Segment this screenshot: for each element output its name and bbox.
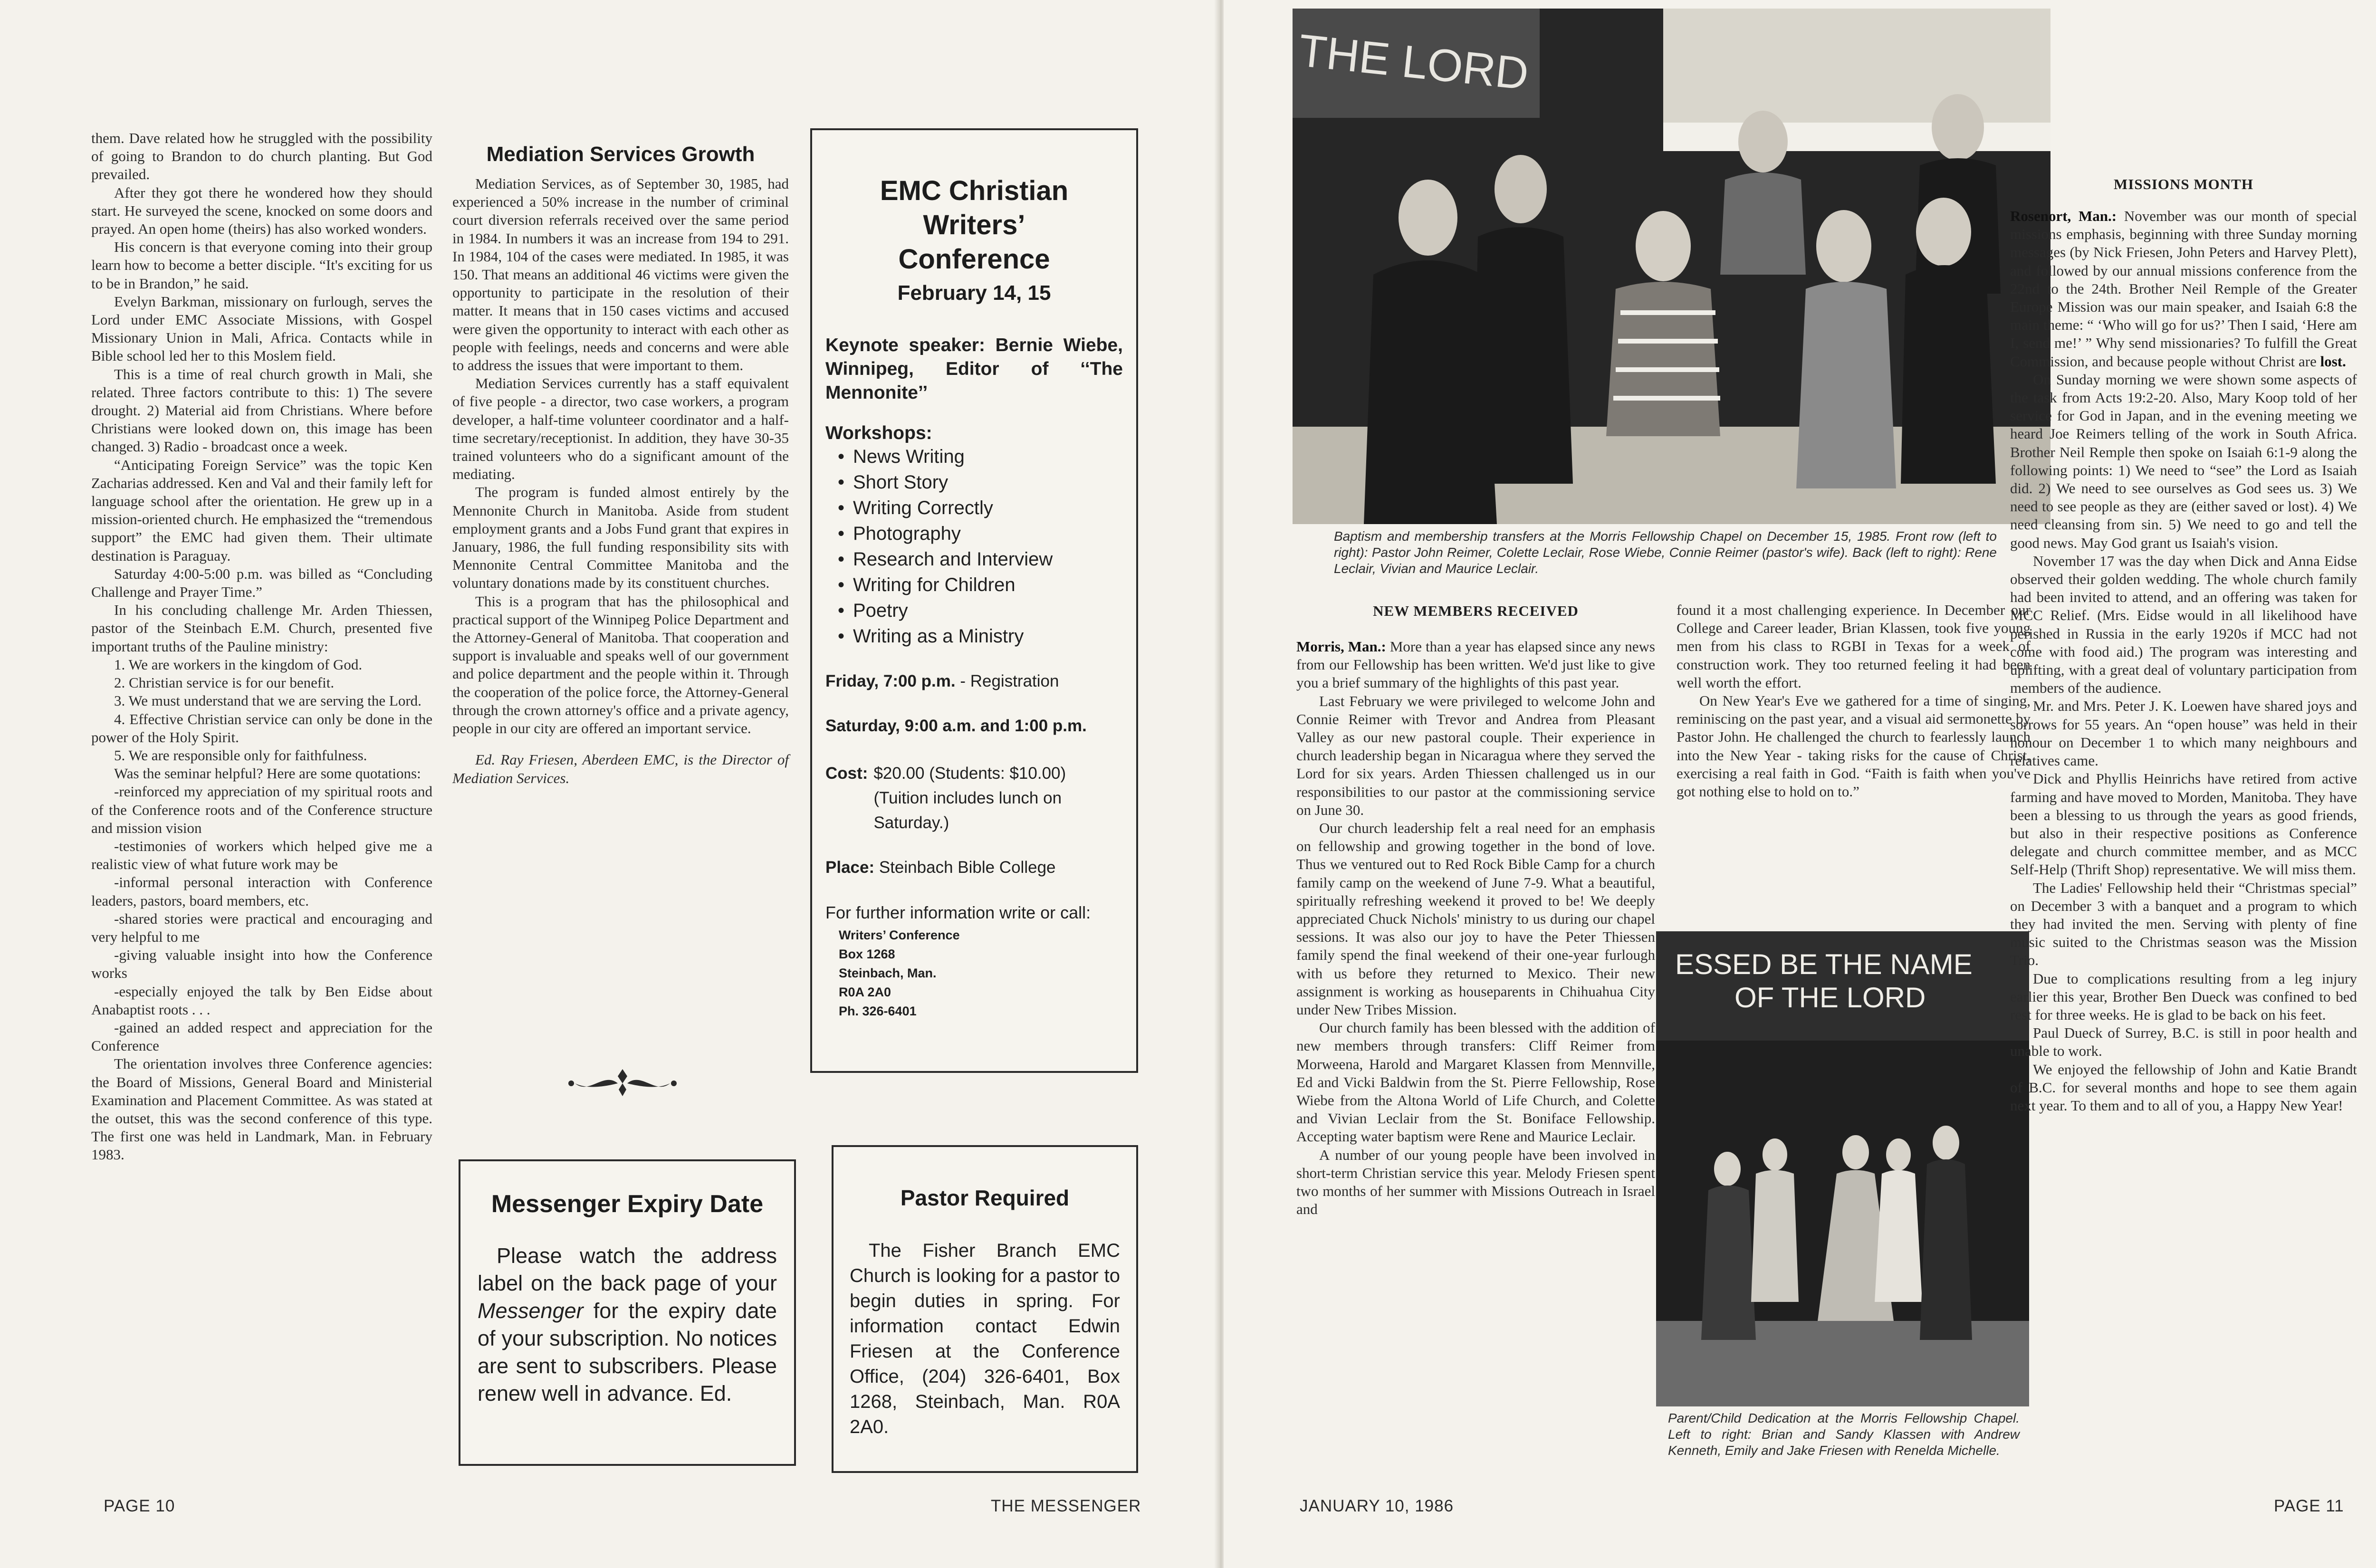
missions-month-body: Rosenort, Man.: November was our month of special missions emphasis, beginning with three Sunday morning messages (by Nick Friesen, John Peters and Harvey Plett), and followed by our annual missions conference from the 22nd to the 24th. Brother Neil Remple of the Greater Europe Mission was our main speaker, and Isaiah 6:8 the main theme: “ ‘Who will go for us?’ Then I said, ‘Here am I, send me!’ ” Why send missionaries? To fulfill the Great Commission, and because people without Christ are lost. On Sunday morning we were shown some aspects of the task from Acts 19:2-20. Also, Mary Koop told of her service for God in Japan, and in the evening meeting we heard Joe Reimers telling of the work in South Africa. Brother Neil Remple then spoke on Isaiah 6:1-9 along the following points: 1) We need to “see” the Lord as Isaiah did. 2) We need to see ourselves as God sees us. 3) We need to see people as they are (either saved or lost). 4) We need cleansing from sin. 5) We need to go and tell the good news. May God grant us Isaiah's vision. November 17 was the day when Dick and Anna Eidse observed their golden wedding. The whole church family had been invited to attend, and an offering was taken for MCC Relief. (Mrs. Eidse would in all likelihood have perished in Russia in the early 1920s if MCC had not come with food aid.) The program was interesting and uplifting, with a great deal of voluntary participation from members of the audience. Mr. and Mrs. Peter J. K. Loewen have shared joys and sorrows for 55 years. An “open house” was held in their honour on December 1 to which many neighbours and relatives came. Dick and Phyllis Heinrichs have retired from active farming and have moved to Morden, Manitoba. They have been a blessing to us through the years as good friends, but also in their respective positions as Conference delegate and church committee member, and as MCC Self-Help (Thrift Shop) representative. We will miss them. The Ladies' Fellowship held their “Christmas special” on December 3 with a banquet and a program to which they had invited the men. Serving with plenty of fine music suited to the Christmas season was the Mission Trio. Due to complications resulting from a leg injury earlier this year, Brother Ben Dueck was confined to bed rest for three weeks. He is glad to be back on his feet. Paul Dueck of Surrey, B.C. is still in poor health and unable to work. We enjoyed the fellowship of John and Katie Brandt of B.C. for several months and hope to see them again next year. To them and to all of you, a Happy New Year! [2010,207,2357,1115]
workshops-list [835,444,1123,649]
place: Place: Steinbach Bible College [825,858,1056,877]
paragraph: -gained an added respect and appreciation for the Conference [91,1019,432,1054]
article-column-orientation [91,129,432,1164]
photo2-sign-line1: ESSED BE THE NAME [1675,948,1973,980]
mediation-article [452,143,789,787]
paragraph: The orientation involves three Conference agencies: the Board of Missions, General Board and Ministerial Examination and Placement Committee. As was stated at the outset, this was the second conference of this type. The first one was held in Landmark, Man. in February 1983. [91,1055,432,1163]
workshops-label: Workshops: [825,423,932,443]
paragraph: We enjoyed the fellowship of John and Katie Brandt of B.C. for several months and hope to see them again next year. To them and to all of you, a Happy New Year! [2010,1061,2357,1114]
photo2-sign-line2: OF THE LORD [1734,982,1926,1013]
workshop-item: • Writing for Children [835,572,1123,598]
mediation-byline: Ed. Ray Friesen, Aberdeen EMC, is the Director of Mediation Services. [452,751,789,786]
workshop-item: • Short Story [835,469,1123,495]
paragraph: November 17 was the day when Dick and Anna Eidse observed their golden wedding. The whole church family had been invited to attend, and an offering was taken for MCC Relief. (Mrs. Eidse would in all likelihood have perished in Russia in the early 1920s if MCC had not come with food aid.) The program was interesting and uplifting, with a great deal of voluntary participation from members of the audience. [2010,552,2357,697]
paragraph: On New Year's Eve we gathered for a time of singing, reminiscing on the past year, and a visual aid sermonette by Pastor John. He challenged the church to fearlessly launch into the New Year - taking risks for the cause of Christ, exercising a real faith in God. “Faith is faith when you've got nothing else to hold on to.” [1677,692,2031,800]
expiry-text: Please watch the address label on the back page of your Messenger for the expiry date of your subscription. No notices are sent to subscribers. Please renew well in advance. Ed. [478,1243,777,1405]
paragraph: Our church leadership felt a real need for an emphasis on fellowship and growing together in the bond of love. Thus we ventured out to Red Rock Bible Camp for a church family camp on the weekend of June 7-9. What a beautiful, spiritually refreshing weekend it proved to be! We deeply appreciated Chuck Nichols' ministry to us during our chapel sessions. It was also our joy to have the Peter Thiessen family spend the final weekend of their one-year furlough with us before they returned to Mexico. Their new assignment is working as houseparents in Chihuahua City under New Tribes Mission. [1296,820,1655,1018]
workshop-item: • Poetry [835,598,1123,623]
page-number-left: PAGE 10 [104,1497,175,1515]
friday-schedule: Friday, 7:00 p.m. - Registration [825,672,1059,690]
photo1-sign: THE LORD [1296,25,1531,100]
baptism-photo-image [1293,9,2050,524]
mediation-headline: Mediation Services Growth [486,143,755,166]
baptism-photo-caption: Baptism and membership transfers at the Morris Fellowship Chapel on December 15, 1985. Front row (left to right): Pastor John Reimer, Colette Leclair, Rose Wiebe, Connie Reimer (pastor's wife). Back (left to right): Rene Leclair, Vivian and Maurice Leclair. [1334,529,1997,576]
paragraph: -reinforced my appreciation of my spiritual roots and of the Conference roots and of the Conference structure and mission vision [91,783,432,836]
paragraph: -giving valuable insight into how the Conference works [91,947,432,982]
paragraph: -shared stories were practical and encouraging and very helpful to me [91,910,432,945]
address-line: Ph. 326-6401 [839,1004,917,1018]
paragraph: 4. Effective Christian service can only be done in the power of the Holy Spirit. [91,710,432,746]
paragraph: Our church family has been blessed with the addition of new members through transfers: Cliff Reimer from Morweena, Harold and Margaret Klassen from Mennville, Ed and Vicki Baldwin from the St. Pierre Fellowship, Rose Wiebe from the Altona World of Life Church, and Colette and Vivian Leclair from the St. Boniface Fellowship. Accepting water baptism were Rene and Maurice Leclair. [1296,1019,1655,1145]
page-number-right: PAGE 11 [2274,1497,2344,1515]
publication-name: THE MESSENGER [991,1497,1141,1515]
paragraph: Dick and Phyllis Heinrichs have retired from active farming and have moved to Morden, Manitoba. They have been a blessing to us through the years as good friends, but also in their respective positions as Conference delegate and church committee member, and as MCC Self-Help (Thrift Shop) representative. We will miss them. [2010,770,2357,878]
paragraph: After they got there he wondered how they should start. He surveyed the scene, knocked on some doors and prayed. An open home (theirs) has also worked wonders. [91,184,432,238]
conference-address [839,926,1123,1021]
address-line: Steinbach, Man. [839,966,937,980]
address-line: R0A 2A0 [839,985,891,999]
paragraph: Mr. and Mrs. Peter J. K. Loewen have shared joys and sorrows for 55 years. An “open house” was held in their honour on December 1 to which many neighbours and relatives came. [2010,698,2357,769]
cost: Cost: $20.00 (Students: $10.00) (Tuition includes lunch on Saturday.) [825,764,1066,832]
workshop-item: • Writing as a Ministry [835,623,1123,649]
ornament-divider [565,1067,680,1100]
dedication-photo-caption: Parent/Child Dedication at the Morris Fellowship Chapel. Left to right: Brian and Sandy Klassen with Andrew Kenneth, Emily and Jake Friesen with Renelda Michelle. [1668,1411,2020,1458]
expiry-title: Messenger Expiry Date [491,1190,764,1218]
paragraph: Last February we were privileged to welcome John and Connie Reimer with Trevor and Andrea from Pleasant Valley as our new pastoral couple. Their experience in church leadership began in Nicaragua where they served the Lord for six years. Arden Thiessen challenged us in our responsibilities to our pastor at the commissioning service on June 30. [1296,692,1655,818]
paragraph: Was the seminar helpful? Here are some quotations: [114,765,421,782]
paragraph: 5. We are responsible only for faithfulness. [114,746,367,764]
paragraph: them. Dave related how he struggled with the possibility of going to Brandon to do church planting. But God prevailed. [91,130,432,183]
mediation-body [452,175,789,737]
new-members-headline: NEW MEMBERS RECEIVED [1373,602,1579,619]
keynote-speaker: Keynote speaker: Bernie Wiebe, Winnipeg, Editor of ‘‘The Mennonite’’ [825,335,1123,403]
paragraph: The Ladies' Fellowship held their “Christmas special” on December 3 with a banquet and a program to which they had invited the men. Serving with plenty of fine music suited to the Christmas season was the Mission Trio. [2010,879,2357,969]
paragraph: -testimonies of workers which helped give me a realistic view of what future work may be [91,837,432,873]
page-11 [1224,0,2376,1568]
further-info-label: For further information write or call: [825,903,1091,922]
paragraph: In his concluding challenge Mr. Arden Thiessen, pastor of the Steinbach E.M. Church, presented five important truths of the Pauline ministry: [91,602,432,655]
workshop-item: • Photography [835,521,1123,546]
paragraph: Paul Dueck of Surrey, B.C. is still in poor health and unable to work. [2010,1024,2357,1060]
writers-conference-title: EMC Christian Writers’ Conference [880,175,1069,275]
new-members-article [1296,602,1655,1219]
paragraph: “Anticipating Foreign Service” was the topic Ken Zacharias addressed. Ken and Val and their family left for language school after the orientation. He grew up in a mission-oriented church. He emphasized the “tremendous support” the EMC had given them. Their ultimate destination is Paraguay. [91,456,432,564]
paragraph: 1. We are workers in the kingdom of God. [114,656,363,673]
paragraph: Due to complications resulting from a leg injury earlier this year, Brother Ben Dueck was confined to bed rest for three weeks. He is glad to be back on his feet. [2010,970,2357,1023]
baptism-photo [1293,9,2050,524]
paragraph: Mediation Services, as of September 30, 1985, had experienced a 50% increase in the number of criminal court diversion referrals received over the same period in 1984. In numbers it was an increase from 194 to 291. In 1984, 104 of the cases were mediated. In 1985, it was 150. That means an additional 46 victims were given the opportunity to participate in the resolution of their matter. It means that in 150 cases victims and accused were given the opportunity to interact with each other as people with feelings, needs and concerns and were able to address the issues that were important to them. [452,175,789,374]
paragraph: The program is funded almost entirely by the Mennonite Church in Manitoba. Aside from student employment grants and a Jobs Fund grant that expires in January, 1986, the full funding responsibility sits with Mennonite Central Committee Manitoba and the voluntary donations made by its constituent churches. [452,484,789,592]
address-line: Box 1268 [839,947,895,961]
missions-month-article [2010,176,2357,1115]
paragraph: Mediation Services currently has a staff equivalent of five people - a director, two case workers, a program developer, a half-time volunteer coordinator and a half-time secretary/receptionist. In addition, they have 30-35 trained volunteers who do a significant amount of the mediating. [452,375,789,483]
writers-conference-date: February 14, 15 [897,281,1051,305]
paragraph: -especially enjoyed the talk by Ben Eidse about Anabaptist roots . . . [91,983,432,1018]
paragraph: found it a most challenging experience. In December our College and Career leader, Brian Klassen, took five young men from his class to RGBI in Texas for a week of construction work. They too returned feeling it had been well worth the effort. [1677,602,2031,691]
paragraph: 3. We must understand that we are serving the Lord. [114,692,422,709]
issue-date: JANUARY 10, 1986 [1300,1497,1454,1515]
paragraph: On Sunday morning we were shown some aspects of the task from Acts 19:2-20. Also, Mary Koop told of her service for God in Japan, and in the evening meeting we heard Joe Reimers telling of the work in South Africa. Brother Neil Remple then spoke on Isaiah 6:1-9 along the following points: 1) We need to “see” the Lord as Isaiah did. 2) We need to see ourselves as God sees us. 3) We need to see people as they are (either saved or lost). 4) We need cleansing from sin. 5) We need to go and tell the good news. May God grant us Isaiah's vision. [2010,371,2357,551]
new-members-continued [1677,601,2031,801]
workshop-item: • Writing Correctly [835,495,1123,521]
dedication-photo-image [1656,931,2029,1406]
missions-month-headline: MISSIONS MONTH [2114,176,2253,192]
writers-conference-box [810,128,1138,1073]
paragraph: His concern is that everyone coming into their group learn how to become a better disciple. “It's exciting for us to be in Brandon,” he said. [91,239,432,292]
paragraph: This is a program that has the philosophical and practical support of the Winnipeg Police Department and the Attorney-General of Manitoba. That cooperation and support is invaluable and speaks well of our government and police department and the people within it. Through the cooperation of the police force, the Attorney-General through the crown attorney's office and a private agency, people in our city are offered an important service. [452,593,789,737]
new-members-body: Morris, Man.: More than a year has elapsed since any news from our Fellowship has been written. We'd just like to give you a brief summary of the highlights of this past year. Last February we were privileged to welcome John and Connie Reimer with Trevor and Andrea from Pleasant Valley as our new pastoral couple. Their experience in church leadership began in Nicaragua where they served the Lord for six years. Arden Thiessen challenged us in our responsibilities to our pastor at the commissioning service on June 30. Our church leadership felt a real need for an emphasis on fellowship and growing together in the bond of love. Thus we ventured out to Red Rock Bible Camp for a church family camp on the weekend of June 7-9. What a beautiful, spiritually refreshing weekend it proved to be! We deeply appreciated Chuck Nichols' ministry to us during our chapel sessions. It was also our joy to have the Peter Thiessen family spend the final weekend of their one-year furlough with us before they returned to Mexico. Their new assignment is working as houseparents in Chihuahua City under New Tribes Mission. Our church family has been blessed with the addition of new members through transfers: Cliff Reimer from Morweena, Harold and Margaret Klassen from Mennville, Ed and Vicki Baldwin from the St. Pierre Fellowship, Rose Wiebe from the Altona World of Life Church, and Colette and Vivian Leclair from the St. Boniface Fellowship. Accepting water baptism were Rene and Maurice Leclair. A number of our young people have been involved in short-term Christian service this year. Melody Friesen spent two months of her summer with Missions Outreach in Israel and [1296,638,1655,1219]
paragraph: This is a time of real church growth in Mali, she related. Three factors contribute to this: 1) The severe drought. 2) Material aid from Christians. Where before Christians were looked down on, this image has been changed. 3) Radio - broadcast once a week. [91,365,432,455]
paragraph: 2. Christian service is for our benefit. [114,674,335,691]
workshop-item: • Research and Interview [835,546,1123,572]
expiry-date-box [459,1159,796,1466]
saturday-schedule: Saturday, 9:00 a.m. and 1:00 p.m. [825,717,1087,735]
paragraph: Saturday 4:00-5:00 p.m. was billed as “Concluding Challenge and Prayer Time.” [91,565,432,601]
paragraph: A number of our young people have been involved in short-term Christian service this year. Melody Friesen spent two months of her summer with Missions Outreach in Israel and [1296,1146,1655,1218]
pastor-required-text: The Fisher Branch EMC Church is looking for a pastor to begin duties in spring. For information contact Edwin Friesen at the Conference Office, (204) 326-6401, Box 1268, Steinbach, Man. R0A 2A0. [850,1240,1120,1437]
pastor-required-title: Pastor Required [900,1186,1070,1210]
pastor-required-box [832,1145,1138,1473]
dedication-photo [1656,931,2029,1406]
paragraph: -informal personal interaction with Conference leaders, pastors, board members, etc. [91,874,432,909]
address-line: Writers’ Conference [839,928,960,942]
workshop-item: • News Writing [835,444,1123,469]
paragraph: Evelyn Barkman, missionary on furlough, serves the Lord under EMC Associate Missions, with Gospel Missionary Union in Mali, Africa. Contacts while in Bible school led her to this Moslem field. [91,293,432,364]
